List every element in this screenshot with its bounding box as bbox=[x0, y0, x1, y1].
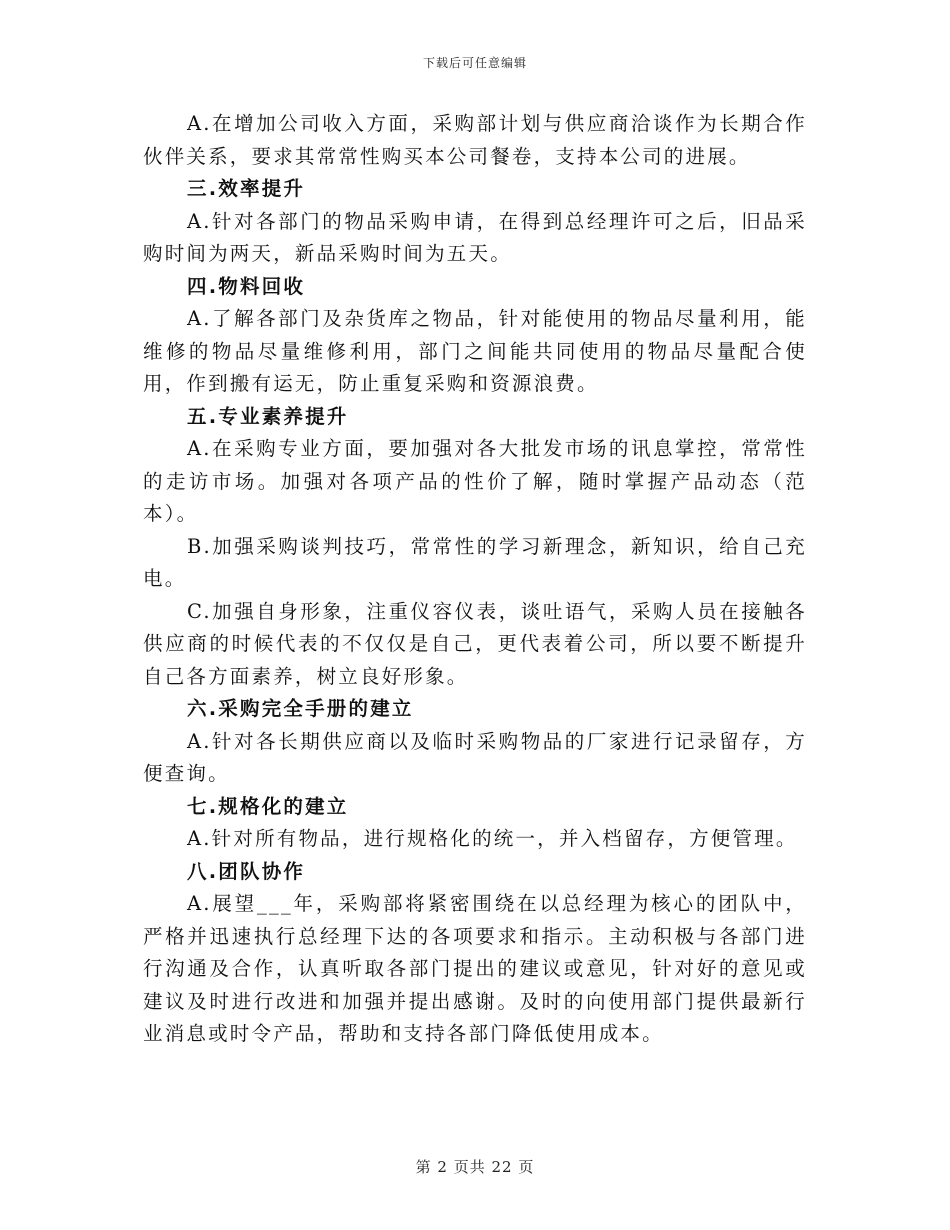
paragraph-manual: A.针对各长期供应商以及临时采购物品的厂家进行记录留存，方便查询。 bbox=[143, 729, 807, 785]
section-heading-efficiency: 三.效率提升 bbox=[187, 177, 306, 200]
section-heading-recycling: 四.物料回收 bbox=[187, 274, 306, 298]
paragraph-teamwork: A.展望___年，采购部将紧密围绕在以总经理为核心的团队中，严格并迅速执行总经理下达的各项要求和指示。主动积极与各部门进行沟通及合作，认真听取各部门提出的建议或意见，针对好的意见或建议及时进行改进和加强并提出感谢。及时的向使用部门提供最新行业消息或时令产品，帮助和支持各部门降低使用成本。 bbox=[143, 892, 807, 1045]
document-body bbox=[143, 108, 807, 1051]
section-heading-teamwork: 八.团队协作 bbox=[187, 859, 306, 883]
paragraph-efficiency: A.针对各部门的物品采购申请，在得到总经理许可之后，旧品采购时间为两天，新品采购时间为五天。 bbox=[143, 209, 807, 265]
paragraph-professional-a: A.在采购专业方面，要加强对各大批发市场的讯息掌控，常常性的走访市场。加强对各项产品的性价了解，随时掌握产品动态（范本）。 bbox=[143, 437, 807, 525]
section-heading-professional: 五.专业素养提升 bbox=[187, 404, 349, 428]
paragraph-standardization: A.针对所有物品，进行规格化的统一，并入档留存，方便管理。 bbox=[187, 827, 798, 850]
section-heading-standardization: 七.规格化的建立 bbox=[187, 794, 349, 818]
page-header: 下载后可任意编辑 bbox=[422, 56, 527, 70]
paragraph-revenue: A.在增加公司收入方面，采购部计划与供应商洽谈作为长期合作伙伴关系，要求其常常性购买本公司餐卷，支持本公司的进展。 bbox=[143, 112, 807, 168]
paragraph-professional-c: C.加强自身形象，注重仪容仪表，谈吐语气，采购人员在接触各供应商的时候代表的不仅仅是自己，更代表着公司，所以要不断提升自己各方面素养，树立良好形象。 bbox=[143, 599, 807, 688]
section-heading-manual: 六.采购完全手册的建立 bbox=[187, 697, 414, 720]
paragraph-professional-b: B.加强采购谈判技巧，常常性的学习新理念，新知识，给自己充电。 bbox=[143, 534, 807, 590]
page-footer: 第 2 页共 22 页 bbox=[415, 1158, 535, 1176]
paragraph-recycling: A.了解各部门及杂货库之物品，针对能使用的物品尽量利用，能维修的物品尽量维修利用，部门之间能共同使用的物品尽量配合使用，作到搬有运无，防止重复采购和资源浪费。 bbox=[143, 307, 807, 395]
